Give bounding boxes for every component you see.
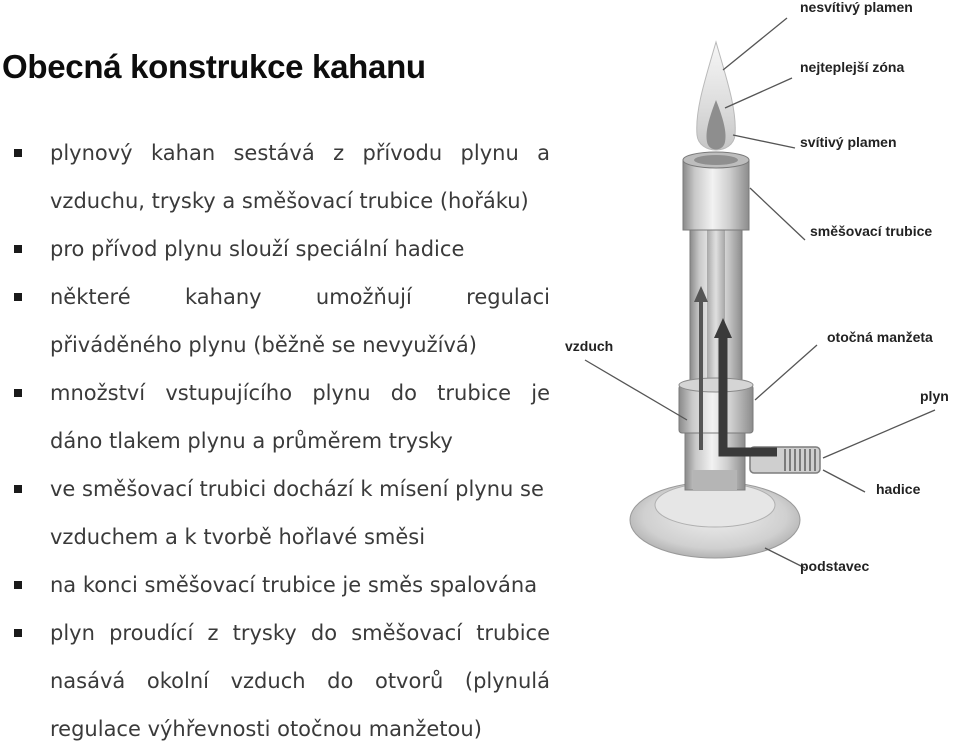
bullet-marker [14,293,22,301]
label-mixing-tube: směšovací trubice [810,223,933,239]
bullet-line: vzduchem a k tvorbě hořlavé směsi [50,525,426,549]
label-hose: hadice [876,481,921,497]
slide-title: Obecná konstrukce kahanu [2,48,426,85]
bullet-line: množství vstupujícího plynu do trubice je [50,381,550,405]
label-rotating-collar: otočná manžeta [827,329,933,345]
label-non-luminous-flame: nesvítivý plamen [800,0,913,15]
bullet-line: regulace výhřevnosti otočnou manžetou) [50,717,482,741]
bunsen-burner-diagram [555,0,960,746]
label-hottest-zone: nejteplejší zóna [800,59,905,75]
bullet-line: nasává okolní vzduch do otvorů (plynulá [50,669,550,693]
bullet-line: některé kahany umožňují regulaci [50,285,550,309]
bullet-marker [14,629,22,637]
bullet-marker [14,149,22,157]
bullet-marker [14,245,22,253]
bullet-marker [14,581,22,589]
label-air: vzduch [565,338,614,354]
label-gas: plyn [920,388,949,404]
bullet-line: vzduchu, trysky a směšovací trubice (hořáku) [50,189,529,213]
bullet-line: pro přívod plynu slouží speciální hadice [50,237,465,261]
bullet-marker [14,389,22,397]
label-base: podstavec [800,558,870,574]
burner-illustration [555,0,960,746]
bullet-line: dáno tlakem plynu a průměrem trysky [50,429,453,453]
bullet-line: plynový kahan sestává z přívodu plynu a [50,141,550,165]
bullet-line: plyn proudící z trysky do směšovací trubice [50,621,550,645]
bullet-marker [14,485,22,493]
bullet-line: na konci směšovací trubice je směs spalována [50,573,538,597]
bullet-line: přiváděného plynu (běžně se nevyužívá) [50,333,477,357]
label-luminous-flame: svítivý plamen [800,134,897,150]
bullet-line: ve směšovací trubici dochází k mísení plynu se [50,477,544,501]
